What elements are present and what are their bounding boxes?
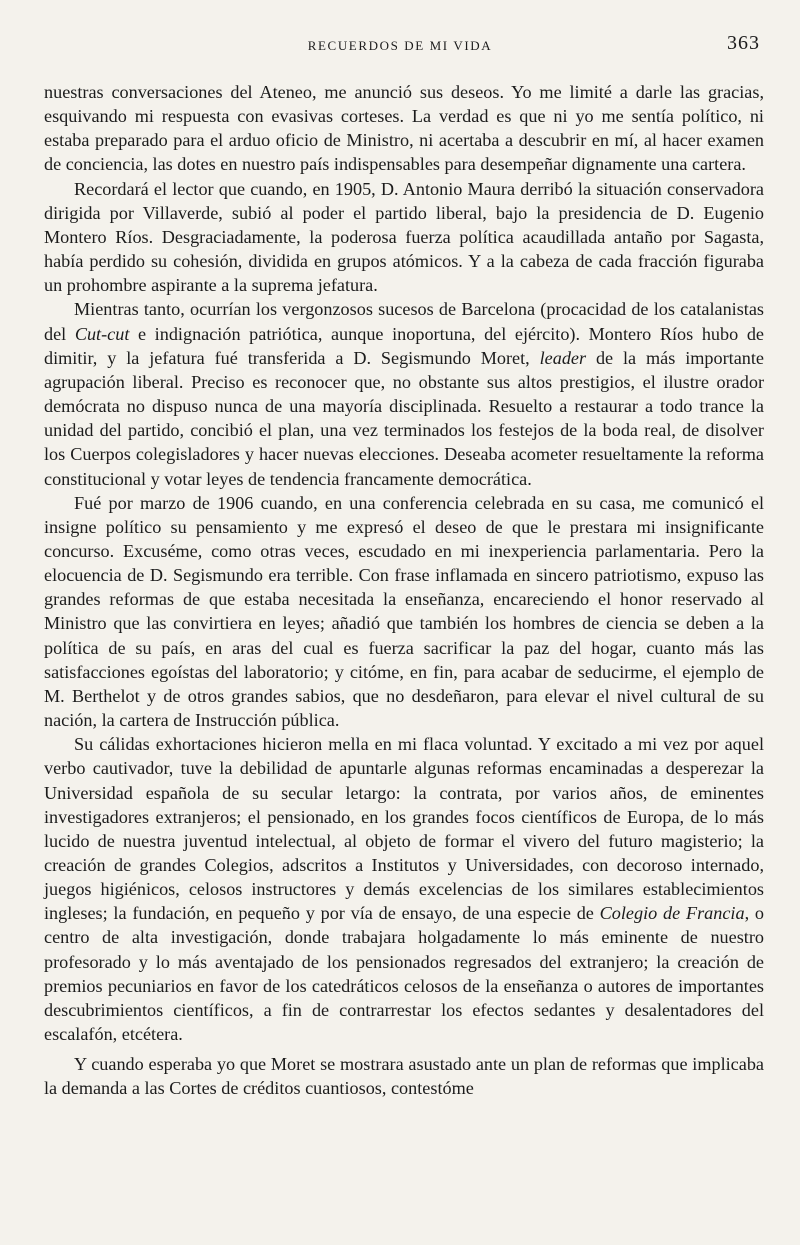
paragraph: Mientras tanto, ocurrían los vergonzosos sucesos de Barcelona (procacidad de los catalanistas del Cut-cut e indignación patriótica, aunque inoportuna, del ejército). Montero Ríos hubo de dimitir, y la jefatura fué transferida a D. Segismundo Moret, leader de la más importante agrupación liberal. Preciso es reconocer que, no obstante sus altos prestigios, el ilustre orador demócrata no dispuso nunca de una mayoría disciplinada. Resuelto a restaurar a todo trance la unidad del partido, concibió el plan, una vez terminados los festejos de la boda real, de disolver los Cuerpos colegisladores y hacer nuevas elecciones. Deseaba acometer resueltamente la reforma constitucional y votar leyes de tendencia francamente democrática. <box>44 299 764 489</box>
paragraph: Recordará el lector que cuando, en 1905, D. Antonio Maura derribó la situación conservadora dirigida por Villaverde, subió al poder el partido liberal, bajo la presidencia de D. Eugenio Montero Ríos. Desgraciadamente, la poderosa fuerza política acaudillada antaño por Sagasta, había perdido su cohesión, dividida en grupos atómicos. Y a la cabeza de cada fracción figuraba un prohombre aspirante a la suprema jefatura. <box>44 178 764 296</box>
italic-term: leader <box>539 347 587 368</box>
paragraph: Su cálidas exhortaciones hicieron mella en mi flaca voluntad. Y excitado a mi vez por aquel verbo cautivador, tuve la debilidad de apuntarle algunas reformas encaminadas a desperezar la Universidad española de su secular letargo: la contrata, por varios años, de eminentes investigadores extranjeros; el pensionado, en los grandes focos científicos de Europa, de lo más lucido de nuestra juventud intelectual, al objeto de formar el vivero del futuro magisterio; la creación de grandes Colegios, adscritos a Institutos y Universidades, con decoroso internado, juegos higiénicos, celosos instructores y demás excelencias de los similares establecimientos ingleses; la fundación, en pequeño y por vía de ensayo, de una especie de Colegio de Francia, o centro de alta investigación, donde trabajara holgadamente lo más eminente de nuestro profesorado y lo más aventajado de los pensionados regresados del extranjero; la creación de premios pecuniarios en favor de los catedráticos celosos de la enseñanza o autores de importantes descubrimientos científicos, a fin de contrarrestar los efectos sedantes y desalentadores del escalafón, etcétera. <box>44 734 764 1045</box>
italic-term: Colegio de Francia <box>599 903 745 924</box>
paragraph: Y cuando esperaba yo que Moret se mostrara asustado ante un plan de reformas que implicaba la demanda a las Cortes de créditos cuantiosos, contestóme <box>44 1054 764 1099</box>
paragraph: Fué por marzo de 1906 cuando, en una conferencia celebrada en su casa, me comunicó el insigne político su pensamiento y me expresó el deseo de que le prestara mi insignificante concurso. Excuséme, como otras veces, escudado en mi inexperiencia parlamentaria. Pero la elocuencia de D. Segismundo era terrible. Con frase inflamada en sincero patriotismo, expuso las grandes reformas de que estaba necesitada la enseñanza, encareciendo el honor reservado al Ministro que las convirtiera en leyes; añadió que también los hombres de ciencia se deben a la política de su país, en aras del cual es fuerza sacrificar la paz del hogar, cuanto más las satisfacciones egoístas del laboratorio; y citóme, en fin, para acabar de seducirme, el ejemplo de M. Berthelot y de otros grandes sabios, que no desdeñaron, para elevar el nivel cultural de su nación, la cartera de Instrucción pública. <box>44 492 764 731</box>
page-number: 363 <box>727 32 760 54</box>
running-head: RECUERDOS DE MI VIDA <box>307 38 493 53</box>
page-header <box>0 32 800 62</box>
italic-term: Cut-cut <box>74 323 130 344</box>
body-text <box>44 80 764 1101</box>
paragraph: nuestras conversaciones del Ateneo, me anunció sus deseos. Yo me limité a darle las gracias, esquivando mi respuesta con evasivas corteses. La verdad es que ni yo me sentía político, ni estaba preparado para el arduo oficio de Ministro, ni acertaba a descubrir en mí, al hacer examen de conciencia, las dotes en nuestro país indispensables para desempeñar dignamente una cartera. <box>44 82 764 175</box>
